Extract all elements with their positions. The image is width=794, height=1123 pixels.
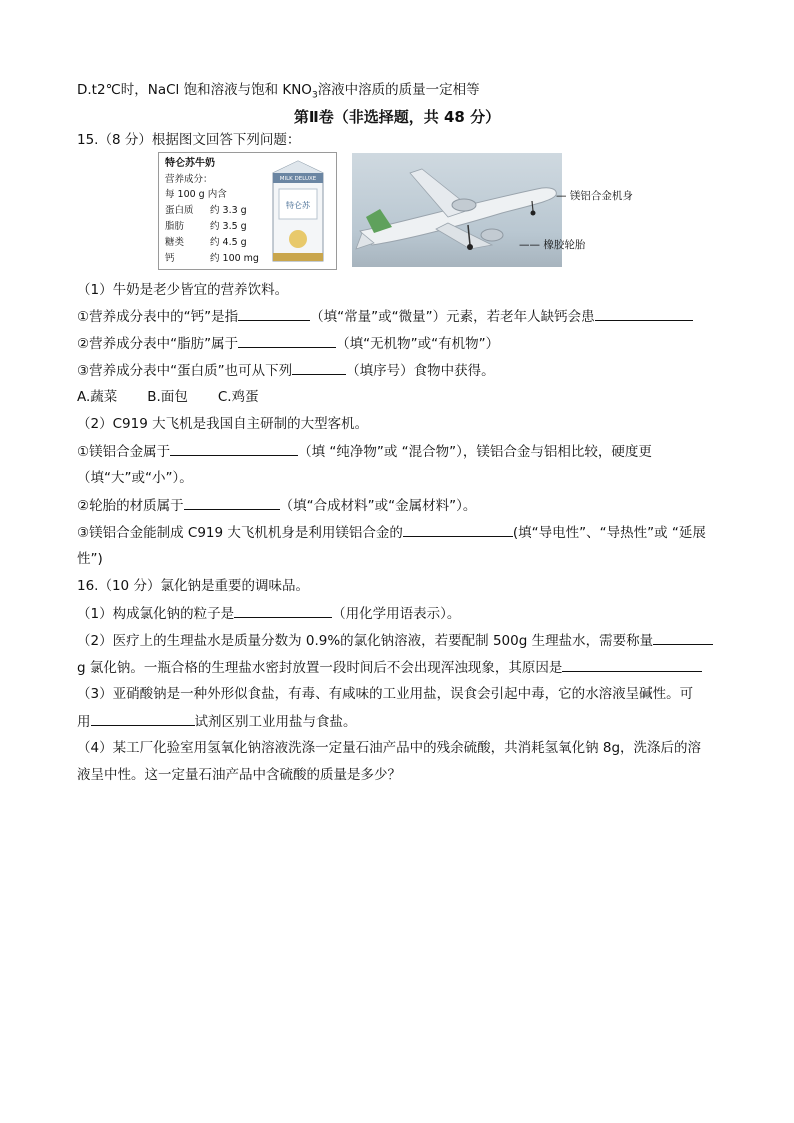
milk-row: 糖类 约 4.5 g (165, 237, 247, 248)
q15-2c: ③镁铝合金能制成 C919 大飞机机身是利用镁铝合金的 (填“导电性”、“导热性”或 “延展 (77, 522, 706, 543)
answer-blank[interactable] (292, 360, 346, 375)
milk-row: 钙 约 100 mg (165, 253, 259, 264)
answer-blank[interactable] (595, 306, 693, 321)
q15-1b: ②营养成分表中“脂肪”属于 （填“无机物”或“有机物”） (77, 333, 499, 354)
option-a: A.蔬菜 (77, 389, 118, 405)
q16-4-cont: 液呈中性。这一定量石油产品中含硫酸的质量是多少？ (77, 767, 401, 783)
q16-2: （2）医疗上的生理盐水是质量分数为 0.9%的氯化钠溶液，若要配制 500g 生理盐水，需要称量 (77, 630, 713, 651)
answer-blank[interactable] (653, 630, 713, 645)
answer-blank[interactable] (562, 657, 702, 672)
q16-3: （3）亚硝酸钠是一种外形似食盐，有毒、有咸味的工业用盐，误食会引起中毒，它的水溶液呈碱性。可 (77, 686, 694, 702)
question-15-heading: 15.（8 分）根据图文回答下列问题： (77, 132, 301, 148)
milk-row: 蛋白质 约 3.3 g (165, 205, 247, 216)
q16-4: （4）某工厂化验室用氢氧化钠溶液洗涤一定量石油产品中的残余硫酸，共消耗氢氧化钠 8g，洗涤后的溶 (77, 740, 702, 756)
carton-label: MILK DELUXE (279, 176, 317, 182)
milk-nutrition-figure (158, 152, 337, 270)
milk-carton-image (265, 159, 331, 263)
callout-fuselage: — 镁铝合金机身 (556, 190, 633, 202)
answer-blank[interactable] (238, 306, 310, 321)
q15-part2: （2）C919 大飞机是我国自主研制的大型客机。 (77, 416, 369, 432)
carton-brand: 特仑苏 (286, 201, 310, 210)
answer-blank[interactable] (184, 495, 280, 510)
q15-2a: ①镁铝合金属于 （填 “纯净物”或 “混合物”），镁铝合金与铝相比较，硬度更 (77, 441, 652, 462)
answer-blank[interactable] (234, 603, 332, 618)
q15-part1: （1）牛奶是老少皆宜的营养饮料。 (77, 282, 289, 298)
q15-1c: ③营养成分表中“蛋白质”也可从下列 （填序号）食物中获得。 (77, 360, 495, 381)
q15-2a-cont: （填“大”或“小”）。 (77, 470, 193, 486)
q16-1: （1）构成氯化钠的粒子是 （用化学用语表示）。 (77, 603, 460, 624)
milk-row: 脂肪 约 3.5 g (165, 221, 247, 232)
q15-2c-cont: 性”) (77, 551, 103, 567)
q16-2-cont: g 氯化钠。一瓶合格的生理盐水密封放置一段时间后不会出现浑浊现象，其原因是 (77, 657, 702, 678)
q16-3-cont: 用 试剂区别工业用盐与食盐。 (77, 711, 357, 732)
q15-1a: ①营养成分表中的“钙”是指 （填“常量”或“微量”）元素，若老年人缺钙会患 (77, 306, 693, 327)
q15-options (77, 387, 259, 407)
answer-blank[interactable] (403, 522, 513, 537)
answer-blank[interactable] (170, 441, 298, 456)
question-16-heading: 16.（10 分）氯化钠是重要的调味品。 (77, 578, 309, 594)
callout-tire: —— 橡胶轮胎 (519, 239, 586, 251)
q15-2b: ②轮胎的材质属于 （填“合成材料”或“金属材料”）。 (77, 495, 476, 516)
option-b: B.面包 (147, 389, 188, 405)
milk-header: 营养成分： (165, 174, 213, 185)
section-title: 第Ⅱ卷（非选择题，共 48 分） (293, 108, 501, 126)
milk-name: 特仑苏牛奶 (165, 158, 215, 169)
answer-blank[interactable] (238, 333, 336, 348)
answer-blank[interactable] (91, 711, 195, 726)
option-d-text: D.t2℃时，NaCl 饱和溶液与饱和 $KNO_3$溶液中溶质的质量一定相等 (77, 82, 480, 101)
milk-per: 每 100 g 内含 (165, 189, 227, 200)
option-c: C.鸡蛋 (217, 389, 259, 405)
